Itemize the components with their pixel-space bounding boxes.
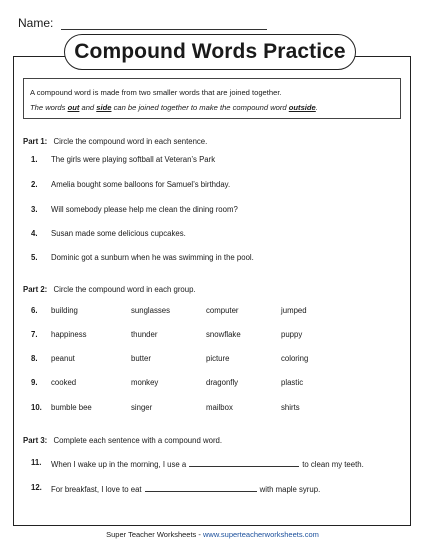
question-number: 6. (31, 306, 38, 315)
sentence-end: with maple syrup. (259, 485, 321, 494)
intro-line-1: A compound word is made from two smaller words that are joined together. (30, 88, 282, 97)
word-choice[interactable]: building (51, 306, 78, 315)
intro-text: . (315, 102, 318, 112)
word-choice[interactable]: singer (131, 403, 153, 412)
example-word-1: out (67, 102, 80, 112)
question-number: 2. (31, 180, 38, 189)
name-blank-line[interactable] (61, 17, 267, 30)
intro-text: can be joined together to make the compound word (111, 102, 289, 112)
name-field-row (18, 16, 267, 30)
sentence[interactable]: Dominic got a sunburn when he was swimming in the pool. (51, 253, 254, 262)
part-1-label: Part 1: (23, 137, 48, 146)
sentence[interactable]: Will somebody please help me clean the dining room? (51, 205, 238, 214)
part-2-label: Part 2: (23, 285, 48, 294)
title-banner (64, 34, 356, 70)
word-choice[interactable]: monkey (131, 378, 159, 387)
word-choice[interactable]: thunder (131, 330, 158, 339)
word-choice[interactable]: sunglasses (131, 306, 171, 315)
word-choice[interactable]: dragonfly (206, 378, 239, 387)
question-number: 10. (31, 403, 42, 412)
example-compound: outside (288, 102, 316, 112)
word-choice[interactable]: jumped (281, 306, 307, 315)
word-choice[interactable]: butter (131, 354, 151, 363)
sentence-start: When I wake up in the morning, I use a (51, 460, 187, 469)
word-choice[interactable]: peanut (51, 354, 75, 363)
intro-line-2 (30, 101, 394, 116)
word-choice[interactable]: shirts (281, 403, 300, 412)
word-choice[interactable]: snowflake (206, 330, 241, 339)
question-number: 7. (31, 330, 38, 339)
word-choice[interactable]: bumble bee (51, 403, 92, 412)
question-number: 12. (31, 483, 42, 492)
word-choice[interactable]: picture (206, 354, 230, 363)
intro-text: The words (30, 102, 68, 112)
part-2-heading (23, 285, 196, 294)
answer-blank[interactable] (189, 458, 299, 467)
part-1-heading (23, 137, 207, 146)
question-number: 8. (31, 354, 38, 363)
word-choice[interactable]: cooked (51, 378, 77, 387)
fill-in-sentence (51, 458, 364, 469)
intro-box (23, 78, 401, 119)
part-1-instruction: Circle the compound word in each sentence. (53, 137, 208, 146)
part-2-instruction: Circle the compound word in each group. (53, 285, 196, 294)
question-number: 4. (31, 229, 38, 238)
word-choice[interactable]: plastic (281, 378, 304, 387)
question-number: 3. (31, 205, 38, 214)
page-footer (0, 530, 425, 539)
word-choice[interactable]: puppy (281, 330, 303, 339)
word-choice[interactable]: coloring (281, 354, 309, 363)
sentence-end: to clean my teeth. (302, 460, 364, 469)
answer-blank[interactable] (145, 483, 257, 492)
sentence[interactable]: The girls were playing softball at Veteran’s Park (51, 155, 216, 164)
fill-in-sentence (51, 483, 320, 494)
question-number: 1. (31, 155, 38, 164)
question-number: 9. (31, 378, 38, 387)
footer-link[interactable]: www.superteacherworksheets.com (202, 530, 319, 539)
question-number: 5. (31, 253, 38, 262)
intro-text: and (79, 102, 97, 112)
part-3-label: Part 3: (23, 436, 48, 445)
sentence[interactable]: Amelia bought some balloons for Samuel’s birthday. (51, 180, 231, 189)
example-word-2: side (96, 102, 112, 112)
question-number: 11. (31, 458, 42, 467)
footer-credit: Super Teacher Worksheets - (106, 530, 203, 539)
sentence[interactable]: Susan made some delicious cupcakes. (51, 229, 186, 238)
word-choice[interactable]: mailbox (206, 403, 233, 412)
word-choice[interactable]: computer (206, 306, 239, 315)
sentence-start: For breakfast, I love to eat (51, 485, 142, 494)
name-label: Name: (18, 16, 54, 30)
page-title: Compound Words Practice (74, 40, 346, 63)
word-choice[interactable]: happiness (51, 330, 87, 339)
part-3-instruction: Complete each sentence with a compound word. (53, 436, 223, 445)
part-3-heading (23, 436, 222, 445)
